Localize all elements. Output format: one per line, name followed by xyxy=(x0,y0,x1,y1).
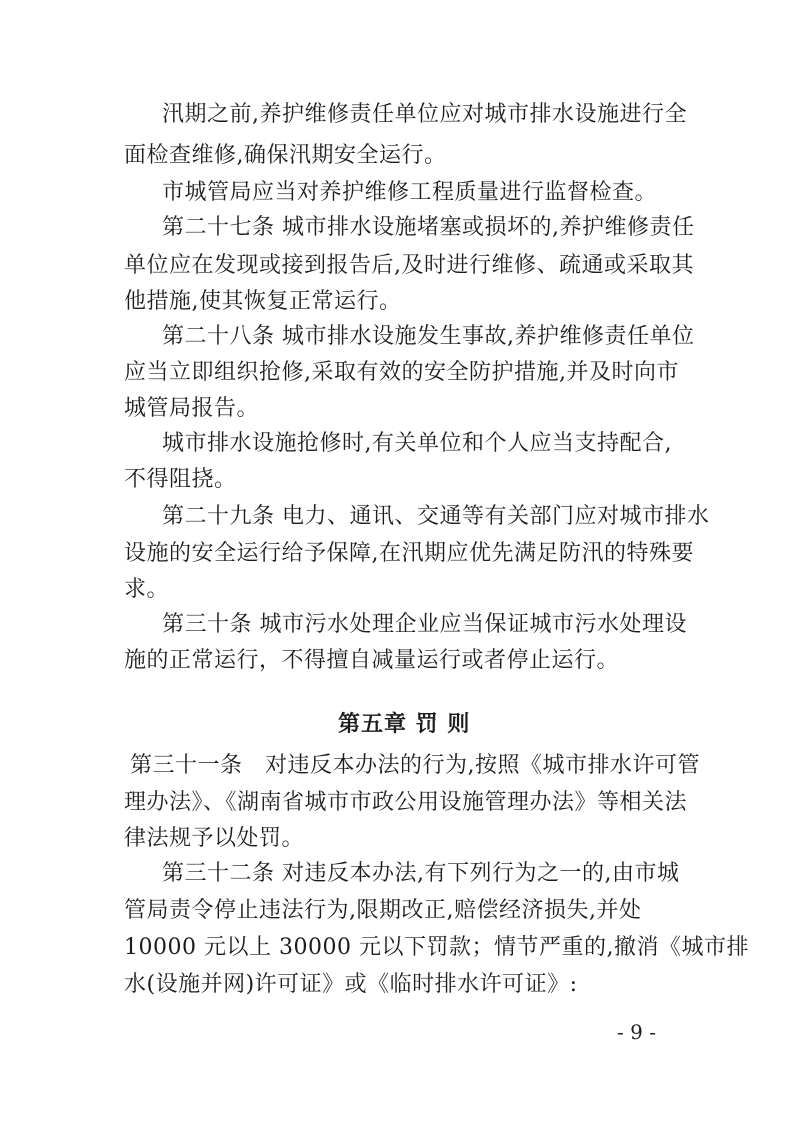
paragraph-line: 第三十条 城市污水处理企业应当保证城市污水处理设 xyxy=(162,612,687,637)
paragraph-line: 水(设施并网)许可证》或《临时排水许可证》: xyxy=(124,972,578,997)
paragraph-line: 单位应在发现或接到报告后,及时进行维修、疏通或采取其 xyxy=(124,253,694,278)
paragraph-line: 10000 元以上 30000 元以下罚款；情节严重的,撤消《城市排 xyxy=(124,935,749,960)
page-number: - 9 - xyxy=(617,1020,656,1044)
paragraph-line: 他措施,使其恢复正常运行。 xyxy=(124,289,402,314)
paragraph-line: 面检查维修,确保汛期安全运行。 xyxy=(124,143,447,168)
paragraph-line: 理办法》、《湖南省城市市政公用设施管理办法》等相关法 xyxy=(124,790,688,815)
paragraph-line: 第三十一条 对违反本办法的行为,按照《城市排水许可管 xyxy=(130,753,700,778)
paragraph-line: 第二十八条 城市排水设施发生事故,养护维修责任单位 xyxy=(162,324,695,349)
paragraph-line: 市城管局应当对养护维修工程质量进行监督检查。 xyxy=(162,180,658,205)
chapter-heading: 第五章 罚 则 xyxy=(338,712,471,737)
paragraph-line: 汛期之前,养护维修责任单位应对城市排水设施进行全 xyxy=(162,102,687,127)
paragraph-line: 求。 xyxy=(124,577,170,602)
paragraph-line: 第二十七条 城市排水设施堵塞或损坏的,养护维修责任 xyxy=(162,215,695,240)
paragraph-line: 设施的安全运行给予保障,在汛期应优先满足防汛的特殊要 xyxy=(124,541,694,566)
paragraph-line: 管局责令停止违法行为,限期改正,赔偿经济损失,并处 xyxy=(124,898,642,923)
paragraph-line: 城管局报告。 xyxy=(124,396,260,421)
paragraph-line: 不得阻挠。 xyxy=(124,467,237,492)
paragraph-line: 律法规予以处罚。 xyxy=(124,826,305,851)
paragraph-line: 施的正常运行，不得擅自减量运行或者停止运行。 xyxy=(124,648,620,673)
paragraph-line: 第二十九条 电力、通讯、交通等有关部门应对城市排水 xyxy=(162,504,710,529)
paragraph-line: 城市排水设施抢修时,有关单位和个人应当支持配合, xyxy=(162,431,672,456)
paragraph-line: 第三十二条 对违反本办法,有下列行为之一的,由市城 xyxy=(162,861,680,886)
paragraph-line: 应当立即组织抢修,采取有效的安全防护措施,并及时向市 xyxy=(124,360,679,385)
